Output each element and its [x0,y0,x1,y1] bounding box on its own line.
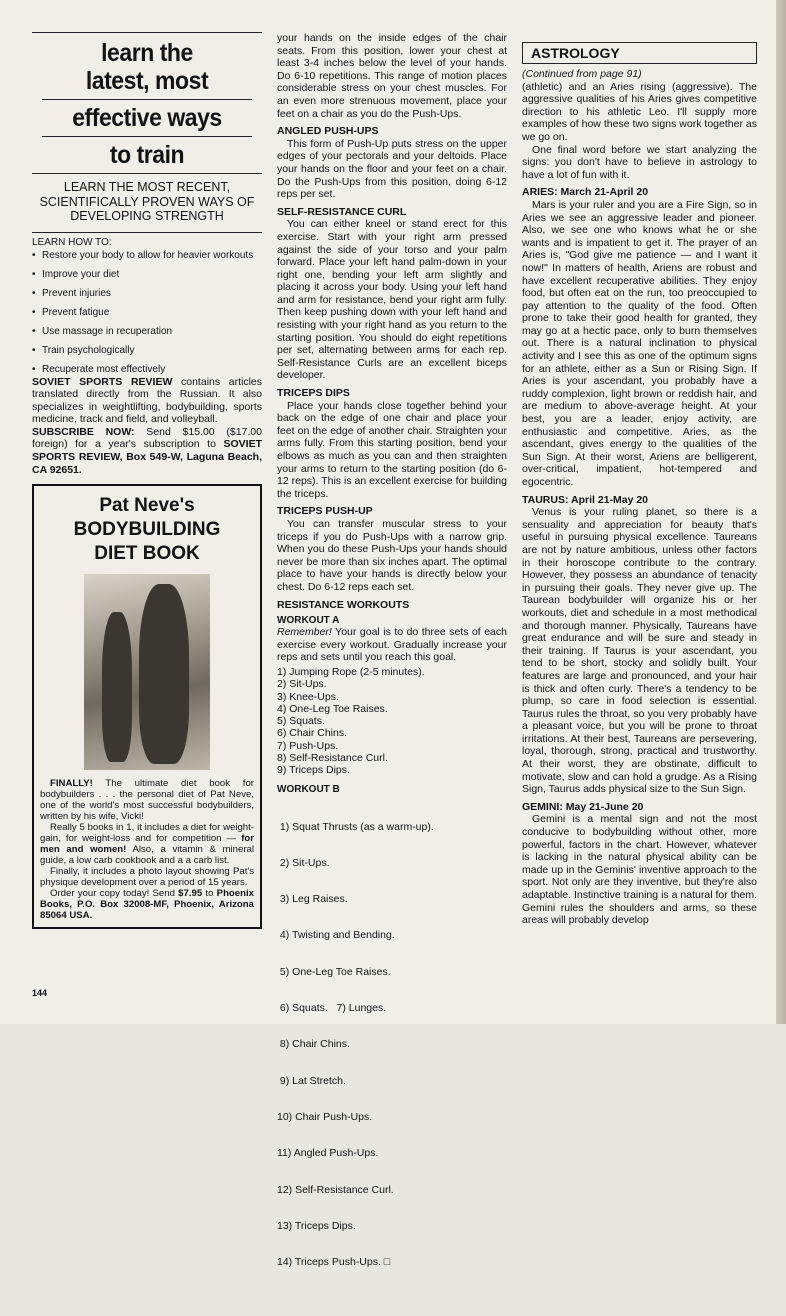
man-figure [139,584,189,764]
list-item: 12) Self-Resistance Curl. [277,1183,394,1196]
list-item: 6) Chair Chins. [277,727,348,740]
diet-book-ad [32,484,262,929]
list-item: 1) Jumping Rope (2-5 minutes). [277,665,425,678]
article-paragraph: (athletic) and an Aries rising (aggressive). The aggressive qualities of his Aries gives competitive direction to his athletic Leo. I'll supply more examples of how these two signs work together as we go on. [522,80,757,143]
section-heading: ARIES: March 21-April 20 [522,186,649,199]
list-item: • Train psychologically [32,345,262,357]
ad-title-line: DIET BOOK [94,543,200,565]
ad-title-line: Pat Neve's [99,495,195,517]
ad-paragraph: Finally, it includes a photo layout showing Pat's physique development over a period of 15 years. [40,866,254,889]
list-item: 7) Push-Ups. [277,739,339,752]
list-item: 8) Chair Chins. [277,1038,350,1051]
article-paragraph: Place your hands close together behind your back on the edge of one chair and place your feet on the edge of another chair. Straighten your arms fully. From this starting position, bend your elbows as much as you can and then straighten your arms to return to the starting position (do 6-12 reps). This is an excellent exercise for building the triceps. [277,399,507,500]
article-paragraph: You can transfer muscular stress to your triceps if you do Push-Ups with a narrow grip. When you do these Push-Ups your hands should never be more than six inches apart. The optimal place to have your hands is directly below your chest. Do 6-12 reps each set. [277,517,507,593]
list-item: 4) One-Leg Toe Raises. [277,702,388,715]
promo-title-line: latest, most [85,67,209,95]
remember-label: Remember! [277,626,332,639]
divider [42,99,252,100]
ad-text: Order your copy today! Send [50,888,179,900]
ad-paragraph [40,778,254,822]
list-item: 5) Squats. [277,715,325,728]
ad-text: to [202,888,217,900]
list-item: • Restore your body to allow for heavier workouts [32,250,262,262]
article-paragraph: your hands on the inside edges of the chair seats. From this position, lower your chest at least 3-4 inches below the level of your hands. Do 6-10 repetitions. This range of motion places considerable stress on your chest muscles. For an even more strenuous movement, place your feet on a chair as you do the Push-Ups. [277,32,507,120]
list-item: 3) Knee-Ups. [277,690,339,703]
list-item: 9) Triceps Dips. [277,764,350,777]
promo-address: SOVIET SPORTS REVIEW, Box 549-W, Laguna Beach, CA 92651. [32,438,262,476]
article-paragraph: Venus is your ruling planet, so there is a sensuality and appreciation for beauty that's useful in pursuing physical excellence. Taureans are not by nature ambitious, unless other factors in their horoscope contribute to the contrary. However, they possess an abundance of tenacity in pursuing their goals. They never give up. The Taurean bodybuilder will organize his or her workouts, diet and schedule in a most methodical and thorough manner. Physically, Taureans have great endurance and will be sure and steady in their training. If Taurus is your ascendant, you tend to be short, stocky and solidly built. Your features are large and pronounced, and your hair is thick and often curly. There's a tendency to be plump, so care in food selection is essential. Taurus rules the throat, so you very probably have a pleasant voice, but you will be prone to throat irritations. At their best, Taureans are persevering, loyal, thorough, strong, practical and trustworthy. At their worst, they are obstinate, difficult to motivate, slow and can hold a grudge. As a Rising Sign, Taurus adds physical size to the Sun Sign. [522,506,757,796]
subsection-heading: WORKOUT B [277,783,340,795]
page-number: 144 [32,988,48,998]
ad-price: $7.95 [178,888,203,900]
article-paragraph: Gemini is a mental sign and not the most conducive to bodybuilding without other, more powerful, factors in the chart. However, whatever is lacking in the natural physical ability can be made up in the Geminis' inventive approach to the sport. Not only are they inventive, but they're also adaptable. Instinctive training is a natural for them. Gemini rules the shoulders and arms, so these areas will probably develop [522,813,757,927]
section-heading: TAURUS: April 21-May 20 [522,493,649,506]
soviet-sports-promo [32,32,262,174]
article-paragraph: This form of Push-Up puts stress on the upper edges of your pectorals and your deltoids. Place your hands on the floor and your feet on a chair. Do the Push-Ups from this position, doing 6-12 reps per set. [277,137,507,201]
promo-paragraph [32,376,262,426]
list-item: 2) Sit-Ups. [277,678,327,691]
section-heading: GEMINI: May 21-June 20 [522,800,644,813]
list-item: 1) Squat Thrusts (as a warm-up). [277,820,434,833]
list-item: 5) One-Leg Toe Raises. [277,965,391,978]
list-item: 4) Twisting and Bending. [277,929,395,942]
list-item: 2) Sit-Ups. [277,856,330,869]
list-item: 10) Chair Push-Ups. [277,1110,373,1123]
promo-text: Send $15.00 ($17.00 foreign) for a year's subscription to [32,425,262,451]
list-item: • Prevent injuries [32,288,262,300]
promo-subtitle: LEARN THE MOST RECENT, SCIENTIFICALLY PROVEN WAYS OF DEVELOPING STRENGTH [39,180,255,223]
list-item: • Prevent fatigue [32,307,262,319]
ad-text: The ultimate diet book for bodybuilders . . . the personal diet of Pat Neve, one of the world's most successful bodybuilders, written by his wife, Vicki! [40,778,254,823]
promo-bullet-list [32,250,262,376]
subscribe-label: SUBSCRIBE NOW: [32,425,135,438]
workout-a-list [277,666,507,777]
section-heading: TRICEPS DIPS [277,387,350,400]
divider [42,136,252,137]
page-edge-shadow [776,0,786,1024]
article-text: Your goal is to do three sets of each exercise every workout. Gradually increase your reps and sets until you reach this goal. [277,626,507,664]
list-item: • Use massage in recuperation [32,326,262,338]
woman-figure [102,612,132,762]
ad-bold: for men and women! [40,833,254,856]
ad-finally: FINALLY! [50,778,93,790]
ad-text: Really 5 books in 1, it includes a diet for weight-gain, for weight-loss and for competition — [40,822,254,845]
middle-column [277,32,507,1316]
article-paragraph: You can either kneel or stand erect for this exercise. Start with your right arm pressed against the side of your torso and your palm forward. Place your left hand palm-down in your right one, bending your left arm slightly and placing it across your body. Using your left hand and arm for resistance, bend your right arm fully. Then keep pushing down with your left hand and resisting with your right hand as you return to the starting position. You should do eight repetitions per set, alternating between arms for each rep. Self-Resistance Curls are an excellent biceps developer. [277,218,507,382]
list-item: 8) Self-Resistance Curl. [277,751,388,764]
article-paragraph: One final word before we start analyzing the signs: you don't have to believe in astrology to have a lot of fun with it. [522,143,757,181]
right-column [522,42,757,927]
ad-title-line: BODYBUILDING [73,519,221,541]
ad-text: Also, a vitamin & mineral guide, a low carb cookbook and a a carb list. [40,844,254,867]
promo-title-line: learn the [101,39,193,67]
bodybuilders-photo [84,574,210,770]
promo-paragraph [32,426,262,476]
list-item: 11) Angled Push-Ups. [277,1147,379,1160]
ad-paragraph [40,888,254,921]
promo-title-line: to train [109,141,185,169]
subsection-heading: WORKOUT A [277,615,340,627]
list-item: 3) Leg Raises. [277,893,348,906]
promo-text: contains articles translated directly from the Russian. It also specializes in weightlifting, bodybuilding, sports medicine, track and field, and volleyball. [32,375,262,426]
list-item: • Recuperate most effectively [32,364,262,376]
promo-title-line: effective ways [72,104,222,132]
section-heading: ANGLED PUSH-UPS [277,125,379,138]
astrology-banner: ASTROLOGY [522,42,757,64]
list-item: 9) Lat Stretch. [277,1074,346,1087]
article-paragraph: Mars is your ruler and you are a Fire Sign, so in Aries we see an aggressive leader and pioneer. Also, we see one who knows what he or she wants and is impatient to get it. The prayer of an Aries is, "God give me patience — and I want it now!" In matters of health, Ariens are robust and have excellent recuperative abilities. They enjoy food, but often eat on the run, too preoccupied to pay attention to the quality of the food. Often prone to take their good health for granted, they may go at a hectic pace, only to burn themselves out. There is a natural inclination to physical activity and I see this as one of the optimum signs for an athlete, either as a Sun or Rising Sign. If Aries is your ascendant, you probably have a ruddy complexion, light brown or reddish hair, and are medium to above-average height. At your best, you are a leader, enjoy activity, are enthusiastic and competitive. Aries, as the ascendant, gives energy to the qualities of the Sun Sign. At their worst, Ariens are belligerent, over-critical, impatient, hot-tempered and egocentric. [522,198,757,488]
promo-brand: SOVIET SPORTS REVIEW [32,375,173,388]
section-heading: RESISTANCE WORKOUTS [277,598,410,611]
list-item: 6) Squats. 7) Lunges. [277,1002,387,1015]
continued-note: (Continued from page 91) [522,68,642,80]
ad-paragraph [40,822,254,866]
list-item: 13) Triceps Dips. [277,1219,356,1232]
workout-b-list [277,797,507,1316]
section-heading: TRICEPS PUSH-UP [277,505,373,518]
list-item: 14) Triceps Push-Ups. □ [277,1256,391,1269]
list-item: • Improve your diet [32,269,262,281]
section-heading: SELF-RESISTANCE CURL [277,205,407,218]
left-column [32,32,262,929]
article-paragraph [277,626,507,664]
learn-how-heading: LEARN HOW TO: [32,232,262,248]
ad-address: Phoenix Books, P.O. Box 32008-MF, Phoenix, Arizona 85064 USA. [40,888,254,922]
